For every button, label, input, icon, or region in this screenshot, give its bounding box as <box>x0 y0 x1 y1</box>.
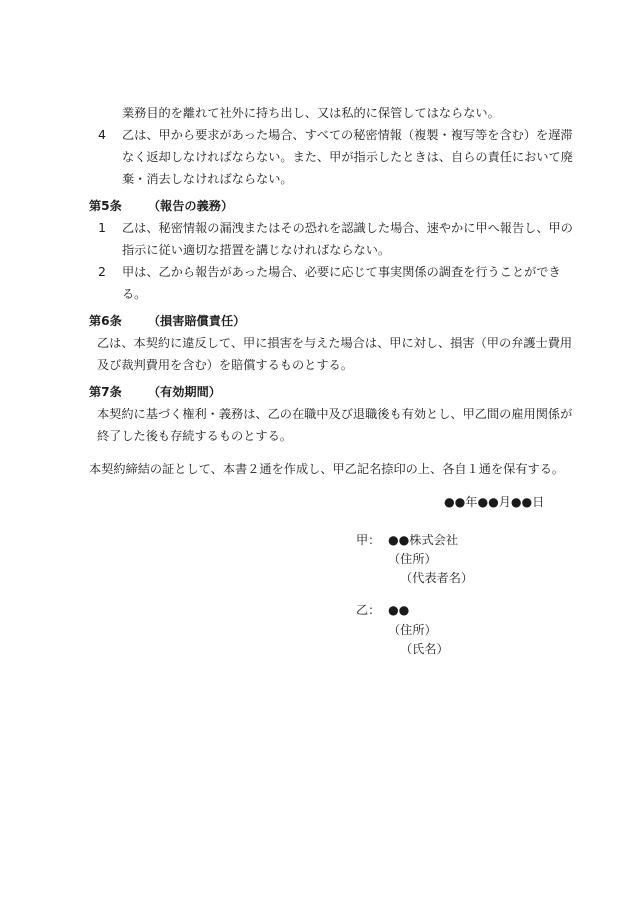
article-label: 第7条 <box>89 385 122 399</box>
article-title: （有効期間） <box>147 385 221 399</box>
clause-text-line: 乙は、秘密情報の漏洩またはその恐れを認識した場合、速やかに甲へ報告し、甲の <box>122 221 573 235</box>
item-number: 1 <box>98 221 106 235</box>
item-number: 4 <box>98 128 106 142</box>
article-title: （報告の義務） <box>147 199 234 213</box>
party-b-address: （住所） <box>388 623 437 637</box>
party-a-label: 甲： <box>356 533 381 547</box>
clause-text-line: 棄・消去しなければならない。 <box>122 172 293 186</box>
clause-text-line: 本契約に基づく権利・義務は、乙の在職中及び退職後も有効とし、甲乙間の雇用関係が <box>97 407 573 421</box>
article-7-heading <box>89 385 221 399</box>
clause-text-line: 終了した後も存続するものとする。 <box>97 429 292 443</box>
party-b-person: （氏名） <box>400 642 449 656</box>
article-5-heading <box>89 199 233 213</box>
item-number: 2 <box>98 265 106 279</box>
clause-text-line: 乙は、本契約に違反して、甲に損害を与えた場合は、甲に対し、損害（甲の弁護士費用 <box>97 336 573 350</box>
party-a-name: ●●株式会社 <box>388 533 459 547</box>
signing-date: ●●年●●月●●日 <box>444 495 545 509</box>
party-b-label: 乙： <box>356 603 381 617</box>
article-label: 第5条 <box>89 199 122 213</box>
clause-text-line: 指示に従い適切な措置を講じなければならない。 <box>122 243 391 257</box>
clause-text-line: 及び裁判費用を含む）を賠償するものとする。 <box>97 358 353 372</box>
article-label: 第6条 <box>89 314 122 328</box>
article-6-heading <box>89 314 245 328</box>
clause-text-line: 乙は、甲から要求があった場合、すべての秘密情報（複製・複写等を含む）を遅滞 <box>122 128 573 142</box>
party-a-address: （住所） <box>388 552 437 566</box>
party-a-representative: （代表者名） <box>400 571 474 585</box>
party-b-name: ●● <box>388 603 410 617</box>
clause-text-line: 業務目的を離れて社外に持ち出し、又は私的に保管してはならない。 <box>122 106 500 120</box>
clause-text-line: なく返却しなければならない。また、甲が指示したときは、自らの責任において廃 <box>122 150 573 164</box>
clause-text-line: る。 <box>122 287 147 301</box>
closing-statement: 本契約締結の証として、本書２通を作成し、甲乙記名捺印の上、各自１通を保有する。 <box>89 462 565 476</box>
article-title: （損害賠償責任） <box>147 314 246 328</box>
clause-text-line: 甲は、乙から報告があった場合、必要に応じて事実関係の調査を行うことができ <box>122 265 561 279</box>
